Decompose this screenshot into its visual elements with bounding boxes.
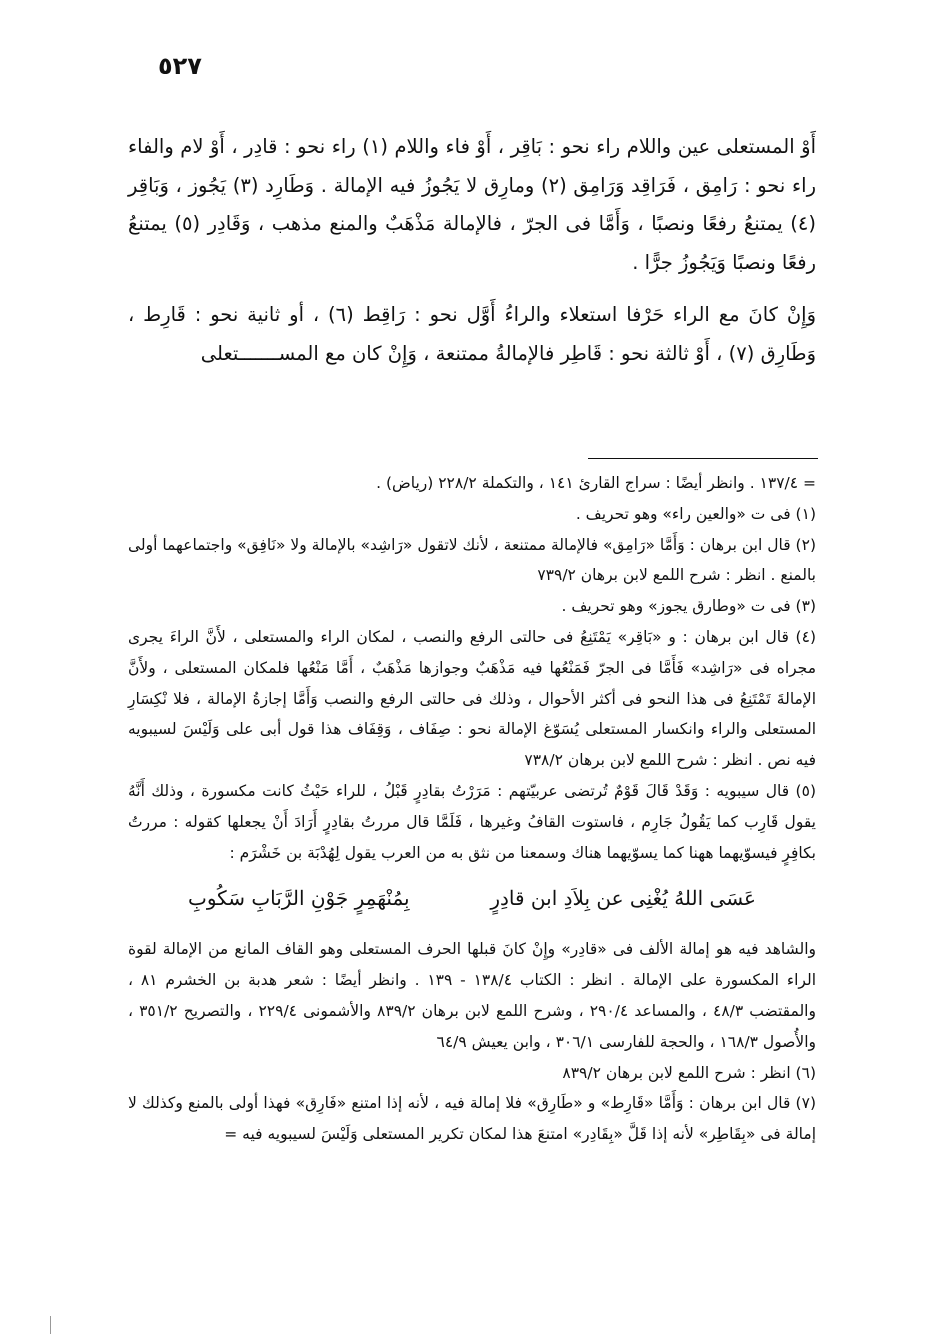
footnotes: [128, 468, 816, 1150]
verse-second-hemistich: بِمُنْهَمِرٍ جَوْنِ الرَّبَابِ سَكُوبِ: [188, 886, 410, 911]
main-paragraph-2: وَإِنْ كانَ مع الراء حَرْفا استعلاء والراءُ أَوَّل نحو : رَاقِط (٦) ، أو ثانية نحو : قَارِط ، وَطَارِق (٧) ، أَوْ ثالثة نحو : قَاطِر فالإمالةُ ممتنعة ، وَإِنْ كان مع المســـــــتعلى: [128, 303, 816, 365]
footnote-5: (٥) قال سيبويه : وَقَدْ قَالَ قَوْمٌ تُرتضى عربيّتهم : مَرَرْتُ بقادِرٍ قَبْلُ ، للراء حَيْثُ كانت مكسورة ، وذلك أَنَّهُ يقول قَارِب كما يَقُولُ جَارِم ، فاستوت القافُ وغيرها ، فَلَمَّا قال مررتُ بقادِرٍ أَرَادَ أَنْ يجعلها كقوله : مررتُ بكافِرٍ فيسوّيهما ههنا كما يسوّيهما هناك وسمعنا من نثق به من العرب يقول لِهُدْبَة بن خَشْرَم :: [128, 781, 816, 862]
footnote-1: (١) فى ت «والعين راء» وهو تحريف .: [575, 504, 816, 523]
footnote-5-continued: والشاهد فيه هو إمالة الألف فى «قادِر» وإِنْ كانَ قبلها الحرف المستعلى وهو القاف المانع من الإمالة لقوة الراء المكسورة على الإمالة . انظر : الكتاب ١٣٨/٤ - ١٣٩ . وانظر أيضًا : شعر هدبة بن الخشرم ٨١ ، والمقتضب ٤٨/٣ ، والمساعد ٢٩٠/٤ ، وشرح اللمع لابن برهان ٨٣٩/٢ والأشمونى ٢٢٩/٤ ، والتصريح ٣٥١/٢ ، والأُصول ١٦٨/٣ ، والحجة للفارسى ٣٠٦/١ ، وابن يعيش ٦٤/٩: [128, 940, 816, 1051]
page-edge-mark: [50, 1316, 57, 1334]
footnote-2: (٢) قال ابن برهان : وَأَمَّا «رَامِق» فالإمالة ممتنعة ، لأنك لاتقول «رَاشِد» بالإمالة ولا «نَافِق» واجتماعهما أولى بالمنع . انظر : شرح اللمع لابن برهان ٧٣٩/٢: [128, 535, 816, 585]
footnote-continuation: = ١٣٧/٤ . وانظر أيضًا : سراج القارئ ١٤١ ، والتكملة ٢٢٨/٢ (رياض) .: [376, 474, 816, 492]
main-text: [128, 128, 816, 373]
poetry-verse: [128, 868, 816, 934]
page-number: ٥٢٧: [158, 52, 202, 80]
main-paragraph-1: أَوْ المستعلى عين واللام راء نحو : بَاقِر ، أَوْ فاء واللام (١) راء نحو : قادِر ، أَوْ لام والفاء راء نحو : رَامِق ، فَرَاقِد وَرَامِق (٢) ومارِق لا يَجُوزُ فيه الإمالة . وَطَارِد (٣) يَجُوز ، وَبَاقِر (٤) يمتنعُ رفعًا ونصبًا ، وَأَمَّا فى الجرّ ، فالإمالة مَذْهَبٌ والمنع مذهب ، وَقَادِر (٥) يمتنعُ رفعًا ونصبًا وَيَجُوزُ جرًّا .: [128, 135, 817, 274]
footnote-6: (٦) انظر : شرح اللمع لابن برهان ٨٣٩/٢: [562, 1063, 816, 1082]
footnote-separator: [588, 458, 818, 459]
footnote-4: (٤) قال ابن برهان : و «بَاقِر» يَمْتَنِعُ فى حالتى الرفع والنصب ، لمكان الراء والمستعلى ، لأَنَّ الراءَ يجرى مجراه فى «رَاشِد» فَأَمَّا فى الجرّ فَمَنْعُها فيه مَذْهَبٌ وجوازها مَذْهَبٌ ، أَمَّا مَنْعُها فلمكان المستعلى ، ولأَنَّ الإمالةَ تَمْتَنِعُ فى هذا النحو فى أكثر الأحوال ، وذلك فى حالتى الرفع والنصب وَأَمَّا إجازةُ الإمالة ، فلا نْكِسَارِ المستعلى والراء وانكسار المستعلى يُسَوّغ الإمالة نحو : صِفَاف ، وَقِفَاف هذا قول أبى على وَلَيْسَ لسيبويه فيه نص . انظر : شرح اللمع لابن برهان ٧٣٨/٢: [128, 627, 816, 770]
footnote-7: (٧) قال ابن برهان : وَأَمَّا «قَارِط» و «طَارِق» فلا إمالة فيه ، لأنه إذا امتنع «فَارِق» فهذا أولى بالمنع وكذلك لا إمالة فى «بِقَاطِر» لأنه إذا قَلَّ «بِقَادِر» امتنعَ هذا لمكان تكرير المستعلى وَلَيْسَ لسيبويه فيه =: [128, 1094, 816, 1144]
verse-first-hemistich: عَسَى اللهُ يُغْنِى عن بِلاَدِ ابن قادِرٍ: [490, 886, 756, 911]
footnote-3: (٣) فى ت «وطارق يجوز» وهو تحريف .: [561, 597, 816, 616]
